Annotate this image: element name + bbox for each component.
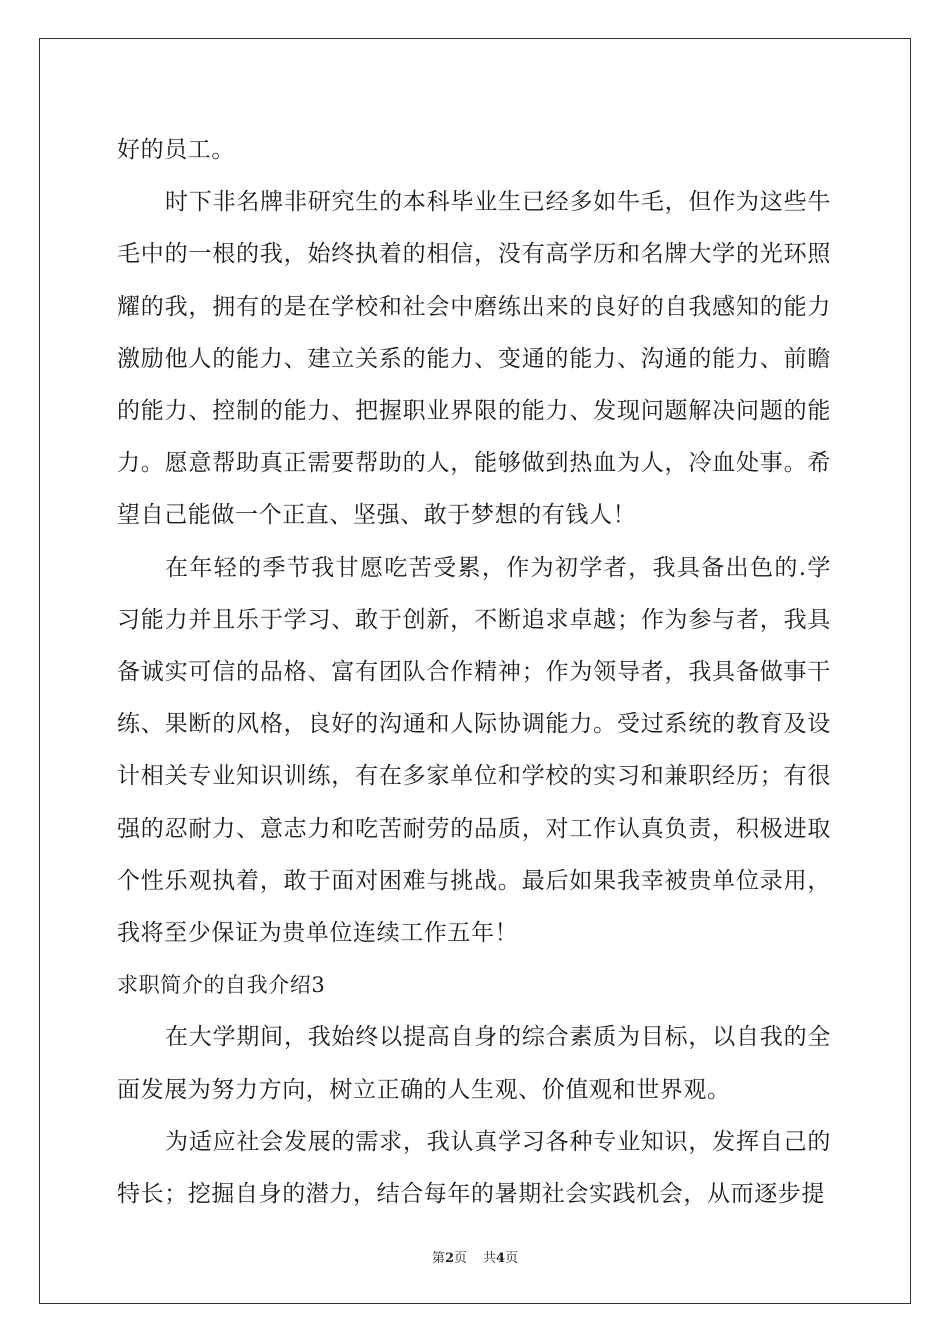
page-suffix: 页 [453, 1251, 467, 1266]
total-prefix: 共 [483, 1251, 497, 1266]
paragraph-2: 时下非名牌非研究生的本科毕业生已经多如牛毛，但作为这些牛毛中的一根的我，始终执着的相信，没有高学历和名牌大学的光环照耀的我，拥有的是在学校和社会中磨练出来的良好的自我感知的能力激励他人的能力、建立关系的能力、变通的能力、沟通的能力、前瞻的能力、控制的能力、把握职业界限的能力、发现问题解决问题的能力。愿意帮助真正需要帮助的人，能够做到热血为人，冷血处事。希望自己能做一个正直、坚强、敢于梦想的有钱人！ [117, 189, 831, 529]
page-footer [0, 1247, 950, 1266]
page-prefix: 第 [431, 1251, 445, 1266]
paragraph-3: 在年轻的季节我甘愿吃苦受累，作为初学者，我具备出色的.学习能力并且乐于学习、敢于创新，不断追求卓越；作为参与者，我具备诚实可信的品格、富有团队合作精神；作为领导者，我具备做事干练、果断的风格，良好的沟通和人际协调能力。受过系统的教育及设计相关专业知识训练，有在多家单位和学校的实习和兼职经历；有很强的忍耐力、意志力和吃苦耐劳的品质，对工作认真负责，积极进取个性乐观执着，敢于面对困难与挑战。最后如果我幸被贵单位录用，我将至少保证为贵单位连续工作五年！ [117, 554, 831, 947]
document-body [117, 124, 831, 1220]
paragraph-5: 为适应社会发展的需求，我认真学习各种专业知识，发挥自己的特长；挖掘自身的潜力，结合每年的暑期社会实践机会，从而逐步提 [117, 1128, 831, 1208]
total-suffix: 页 [505, 1251, 519, 1266]
paragraph-1: 好的员工。 [117, 137, 235, 163]
section-heading: 求职简介的自我介绍3 [117, 973, 326, 998]
paragraph-4: 在大学期间，我始终以提高自身的综合素质为目标，以自我的全面发展为努力方向，树立正确的人生观、价值观和世界观。 [117, 1024, 831, 1103]
page-number: 2 [444, 1251, 454, 1266]
total-pages: 4 [496, 1251, 506, 1266]
